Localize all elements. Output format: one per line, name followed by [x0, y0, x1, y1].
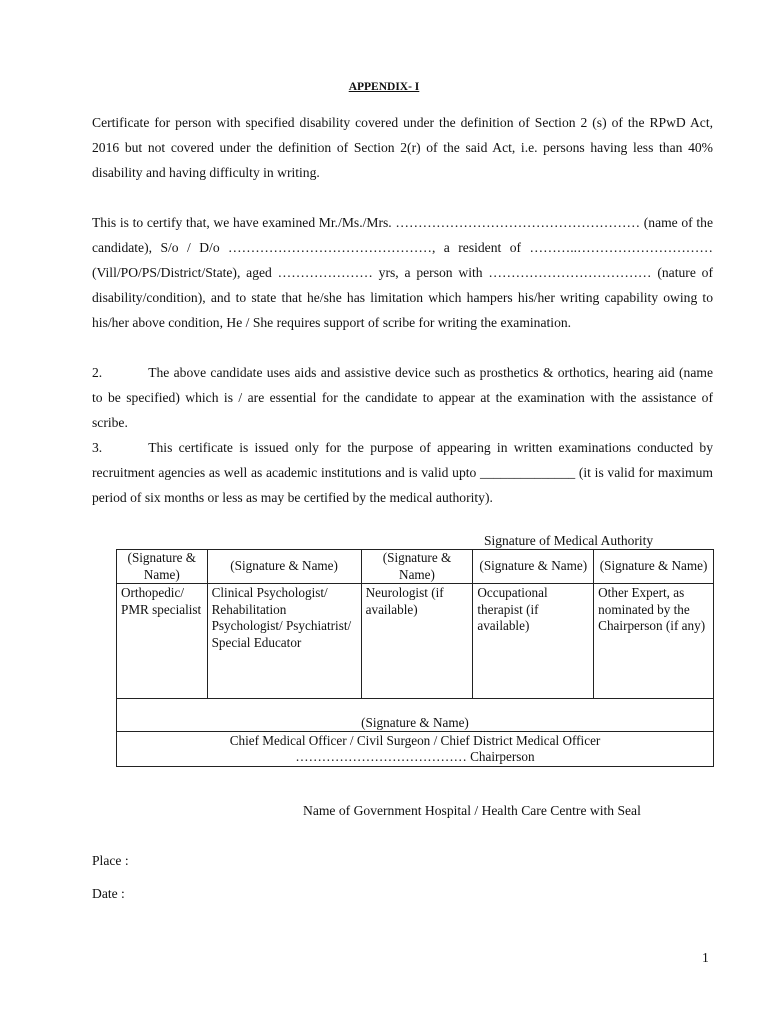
place-label: Place :	[92, 853, 129, 868]
paragraph-3-text: This certificate is issued only for the purpose of appearing in written examinations conducted by recruitment agencies as well as academic institutions and is valid upto ______________ (it is valid for maximum period of six months or less as may be certified by the medical authority).	[92, 440, 713, 505]
chairperson-officer: Chief Medical Officer / Civil Surgeon / Chief District Medical Officer	[229, 733, 601, 748]
signature-header-cell: (Signature & Name)	[117, 550, 208, 584]
hospital-seal-line: Name of Government Hospital / Health Care Centre with Seal	[303, 803, 641, 818]
signature-header-cell: (Signature & Name)	[594, 550, 714, 584]
chairperson-signature: (Signature & Name)	[117, 699, 714, 732]
chairperson-row	[117, 732, 714, 767]
certify-paragraph: This is to certify that, we have examined Mr./Ms./Mrs. ……………………………………………… (name of the candidate), S/o / D/o ………………………………………, a resident of ………..………………………… (Vill/PO/PS/District/State), aged ………………… yrs, a person with ……………………………… (nature of disability/condition), and to state that he/she has limitation which hampers his/her writing capability owing to his/her above condition, He / She requires support of scribe for writing the examination.	[92, 215, 713, 330]
page-number: 1	[702, 950, 709, 965]
signature-table	[116, 549, 714, 767]
chairperson-label: ………………………………… Chairperson	[295, 749, 535, 764]
role-psychologist: Clinical Psychologist/ Rehabilitation Psychologist/ Psychiatrist/ Special Educator	[207, 584, 361, 699]
signature-header-cell: (Signature & Name)	[207, 550, 361, 584]
paragraph-3	[92, 435, 713, 510]
signature-header-row	[117, 550, 714, 584]
signature-title: Signature of Medical Authority	[484, 533, 654, 548]
signature-header-cell: (Signature & Name)	[361, 550, 473, 584]
signature-role-row	[117, 584, 714, 699]
paragraph-3-number: 3.	[92, 440, 103, 455]
role-neurologist: Neurologist (if available)	[361, 584, 473, 699]
role-occupational-therapist: Occupational therapist (if available)	[473, 584, 594, 699]
signature-header-cell: (Signature & Name)	[473, 550, 594, 584]
paragraph-2-text: The above candidate uses aids and assistive device such as prosthetics & orthotics, hearing aid (name to be specified) which is / are essential for the candidate to appear at the examination with the assistance of scribe.	[92, 365, 713, 430]
role-other-expert: Other Expert, as nominated by the Chairperson (if any)	[594, 584, 714, 699]
date-label: Date :	[92, 886, 125, 901]
intro-paragraph: Certificate for person with specified disability covered under the definition of Section 2 (s) of the RPwD Act, 2016 but not covered under the definition of Section 2(r) of the said Act, i.e. persons having less than 40% disability and having difficulty in writing.	[92, 115, 713, 180]
role-orthopedic: Orthopedic/ PMR specialist	[117, 584, 208, 699]
chairperson-signature-row	[117, 699, 714, 732]
appendix-heading: APPENDIX- I	[348, 81, 420, 93]
paragraph-2-number: 2.	[92, 365, 103, 380]
paragraph-2	[92, 360, 713, 435]
chairperson-cell	[117, 732, 714, 767]
